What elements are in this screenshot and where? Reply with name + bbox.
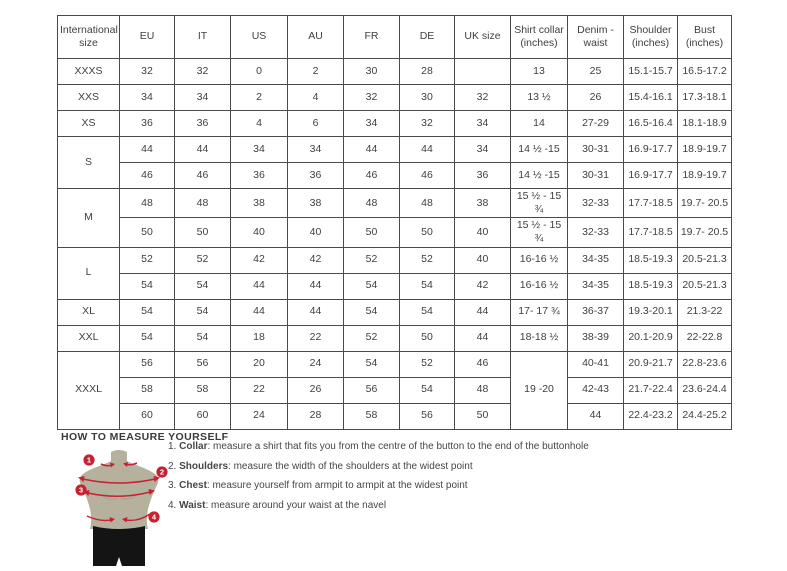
column-header: Shoulder (inches) [624, 16, 678, 59]
table-cell: 46 [120, 163, 175, 189]
table-cell: 22.4-23.2 [624, 403, 678, 429]
size-table-body [58, 59, 732, 430]
table-cell: 58 [120, 377, 175, 403]
table-cell: 19.3-20.1 [624, 299, 678, 325]
table-cell: 46 [344, 163, 400, 189]
table-cell: 34 [231, 137, 288, 163]
table-cell: 17.3-18.1 [678, 85, 732, 111]
table-cell: 50 [175, 218, 231, 247]
table-cell: 58 [175, 377, 231, 403]
table-cell: 40 [288, 218, 344, 247]
table-cell: 14 ½ -15 [511, 163, 568, 189]
table-cell: 18.5-19.3 [624, 247, 678, 273]
table-cell: XS [58, 111, 120, 137]
table-cell: 36 [231, 163, 288, 189]
table-cell: 32 [175, 59, 231, 85]
table-row [58, 273, 732, 299]
table-cell: 36 [288, 163, 344, 189]
table-cell: 48 [120, 189, 175, 218]
table-row [58, 247, 732, 273]
table-cell: 50 [400, 218, 455, 247]
table-cell: 18.9-19.7 [678, 137, 732, 163]
table-row [58, 85, 732, 111]
table-cell: 26 [568, 85, 624, 111]
instruction-term: Chest [179, 480, 207, 491]
table-cell: L [58, 247, 120, 299]
table-cell: 16.9-17.7 [624, 137, 678, 163]
table-cell: 32-33 [568, 218, 624, 247]
table-cell: 52 [120, 247, 175, 273]
neck-shape [111, 450, 127, 464]
instruction-shoulders [168, 461, 589, 473]
table-cell: 16-16 ½ [511, 247, 568, 273]
instruction-text: : measure a shirt that fits you from the centre of the button to the end of the buttonhole [207, 441, 589, 452]
table-cell: 26 [288, 377, 344, 403]
table-row [58, 403, 732, 429]
table-cell: 36 [120, 111, 175, 137]
table-cell: 13 [511, 59, 568, 85]
table-cell: 44 [455, 299, 511, 325]
table-cell: 13 ½ [511, 85, 568, 111]
table-cell: 17- 17 ¾ [511, 299, 568, 325]
table-cell: 44 [288, 273, 344, 299]
table-row [58, 299, 732, 325]
table-cell: 27-29 [568, 111, 624, 137]
table-cell: 16.5-17.2 [678, 59, 732, 85]
svg-text:4: 4 [151, 512, 157, 522]
table-cell: 18.1-18.9 [678, 111, 732, 137]
table-cell: 54 [175, 299, 231, 325]
table-cell: 19 -20 [511, 351, 568, 429]
column-header: Shirt collar (inches) [511, 16, 568, 59]
marker-2-badge [156, 466, 167, 477]
table-cell: 34 [344, 111, 400, 137]
table-cell: XXXS [58, 59, 120, 85]
marker-4-badge [148, 511, 159, 522]
table-cell: 44 [231, 273, 288, 299]
table-cell: 16.9-17.7 [624, 163, 678, 189]
table-cell: 20.5-21.3 [678, 273, 732, 299]
column-header: FR [344, 16, 400, 59]
table-cell: 52 [400, 351, 455, 377]
marker-1-badge [83, 454, 94, 465]
instruction-text: : measure yourself from armpit to armpit at the widest point [206, 480, 468, 491]
table-cell: 60 [120, 403, 175, 429]
table-cell: 50 [344, 218, 400, 247]
table-cell: XL [58, 299, 120, 325]
measure-section-title: HOW TO MEASURE YOURSELF [61, 431, 229, 443]
table-cell: 44 [175, 137, 231, 163]
table-cell: 28 [400, 59, 455, 85]
table-cell: 44 [344, 137, 400, 163]
table-cell: 21.7-22.4 [624, 377, 678, 403]
table-cell: 32 [400, 111, 455, 137]
size-table [57, 15, 732, 430]
table-cell: 42 [455, 273, 511, 299]
table-cell: 38-39 [568, 325, 624, 351]
instruction-waist [168, 500, 589, 512]
table-cell: 20.1-20.9 [624, 325, 678, 351]
table-cell: 54 [120, 325, 175, 351]
table-cell: 54 [120, 273, 175, 299]
mannequin-figure [70, 449, 180, 566]
column-header: Bust (inches) [678, 16, 732, 59]
table-cell: XXXL [58, 351, 120, 429]
table-cell: 56 [175, 351, 231, 377]
table-cell: 36 [455, 163, 511, 189]
table-cell: 56 [400, 403, 455, 429]
table-cell: 44 [455, 325, 511, 351]
table-cell: 44 [400, 137, 455, 163]
column-header: Denim - waist [568, 16, 624, 59]
table-cell: 22-22.8 [678, 325, 732, 351]
table-cell: 20.5-21.3 [678, 247, 732, 273]
column-header: AU [288, 16, 344, 59]
table-cell: 40 [455, 218, 511, 247]
table-cell: 34 [288, 137, 344, 163]
shorts-shape [93, 526, 145, 566]
table-cell: 16.5-16.4 [624, 111, 678, 137]
table-cell: 25 [568, 59, 624, 85]
table-cell: 15.4-16.1 [624, 85, 678, 111]
table-cell: 24.4-25.2 [678, 403, 732, 429]
table-cell: 42 [288, 247, 344, 273]
table-cell: 48 [175, 189, 231, 218]
table-cell: 32-33 [568, 189, 624, 218]
table-cell: 56 [120, 351, 175, 377]
table-cell: 54 [400, 377, 455, 403]
column-header: International size [58, 16, 120, 59]
column-header: EU [120, 16, 175, 59]
table-cell: 42-43 [568, 377, 624, 403]
instruction-term: Collar [179, 441, 208, 452]
table-cell: 46 [400, 163, 455, 189]
table-cell: 60 [175, 403, 231, 429]
table-cell: 22 [231, 377, 288, 403]
table-cell: XXL [58, 325, 120, 351]
instruction-number: 1. [168, 441, 180, 452]
table-cell: 19.7- 20.5 [678, 189, 732, 218]
column-header: IT [175, 16, 231, 59]
table-cell: 50 [120, 218, 175, 247]
table-cell: 54 [344, 299, 400, 325]
table-cell: 34-35 [568, 273, 624, 299]
table-cell: 4 [288, 85, 344, 111]
table-cell: 52 [344, 325, 400, 351]
table-cell: 54 [400, 299, 455, 325]
table-cell: 32 [120, 59, 175, 85]
table-row [58, 377, 732, 403]
table-cell: 34 [455, 137, 511, 163]
table-cell: 34 [120, 85, 175, 111]
table-cell: 18-18 ½ [511, 325, 568, 351]
table-cell: 18.9-19.7 [678, 163, 732, 189]
table-cell: XXS [58, 85, 120, 111]
table-cell: 52 [344, 247, 400, 273]
table-cell: 34 [455, 111, 511, 137]
table-cell: 44 [231, 299, 288, 325]
table-cell: 54 [400, 273, 455, 299]
table-cell: 46 [175, 163, 231, 189]
table-cell: 54 [175, 325, 231, 351]
table-cell: 54 [344, 351, 400, 377]
table-cell: 44 [568, 403, 624, 429]
table-cell: 48 [455, 377, 511, 403]
table-cell: 6 [288, 111, 344, 137]
column-header: DE [400, 16, 455, 59]
table-cell: 24 [231, 403, 288, 429]
table-cell: 44 [288, 299, 344, 325]
table-cell: 22.8-23.6 [678, 351, 732, 377]
table-cell: 0 [231, 59, 288, 85]
svg-text:3: 3 [78, 485, 84, 495]
table-cell: 17.7-18.5 [624, 189, 678, 218]
column-header: UK size [455, 16, 511, 59]
table-cell: 38 [288, 189, 344, 218]
table-cell: 20.9-21.7 [624, 351, 678, 377]
table-cell: 38 [455, 189, 511, 218]
table-cell: 16-16 ½ [511, 273, 568, 299]
table-cell: 20 [231, 351, 288, 377]
table-cell: 28 [288, 403, 344, 429]
table-cell: 54 [175, 273, 231, 299]
table-row [58, 111, 732, 137]
table-row [58, 59, 732, 85]
instruction-number: 4. [168, 499, 180, 511]
table-cell: 36-37 [568, 299, 624, 325]
table-cell: 38 [231, 189, 288, 218]
table-cell: 30 [400, 85, 455, 111]
svg-text:2: 2 [159, 467, 165, 477]
table-cell: 17.7-18.5 [624, 218, 678, 247]
table-cell [455, 59, 511, 85]
instruction-text: : measure the width of the shoulders at the widest point [228, 460, 473, 472]
table-cell: 40 [231, 218, 288, 247]
table-cell: 50 [455, 403, 511, 429]
instruction-number: 3. [168, 480, 180, 491]
table-cell: 40-41 [568, 351, 624, 377]
table-row [58, 218, 732, 247]
svg-text:1: 1 [86, 455, 92, 465]
table-cell: 52 [175, 247, 231, 273]
table-cell: 23.6-24.4 [678, 377, 732, 403]
table-cell: M [58, 189, 120, 248]
torso-shape [80, 461, 159, 529]
instruction-collar [168, 441, 589, 453]
table-cell: 30-31 [568, 137, 624, 163]
table-cell: 50 [400, 325, 455, 351]
table-cell: 34-35 [568, 247, 624, 273]
table-cell: 34 [175, 85, 231, 111]
instruction-term: Shoulders [179, 460, 229, 472]
table-cell: 30 [344, 59, 400, 85]
table-cell: 42 [231, 247, 288, 273]
table-cell: 15.1-15.7 [624, 59, 678, 85]
table-row [58, 351, 732, 377]
table-cell: 56 [344, 377, 400, 403]
instruction-term: Waist [179, 499, 206, 511]
table-cell: 44 [120, 137, 175, 163]
table-cell: 48 [400, 189, 455, 218]
column-header: US [231, 16, 288, 59]
table-cell: 32 [344, 85, 400, 111]
size-table-header-row [58, 16, 732, 59]
table-cell: 54 [120, 299, 175, 325]
instruction-text: : measure around your waist at the navel [205, 499, 387, 511]
table-cell: 2 [231, 85, 288, 111]
table-cell: 15 ½ - 15 ¾ [511, 189, 568, 218]
instruction-chest [168, 480, 589, 492]
table-cell: 15 ½ - 15 ¾ [511, 218, 568, 247]
table-cell: 19.7- 20.5 [678, 218, 732, 247]
measure-instructions [168, 441, 589, 519]
table-row [58, 325, 732, 351]
table-cell: 4 [231, 111, 288, 137]
table-cell: 32 [455, 85, 511, 111]
table-cell: 46 [455, 351, 511, 377]
table-cell: 14 ½ -15 [511, 137, 568, 163]
table-cell: 14 [511, 111, 568, 137]
table-cell: 18.5-19.3 [624, 273, 678, 299]
table-cell: S [58, 137, 120, 189]
table-cell: 40 [455, 247, 511, 273]
table-row [58, 163, 732, 189]
instruction-number: 2. [168, 460, 180, 472]
table-cell: 48 [344, 189, 400, 218]
table-cell: 22 [288, 325, 344, 351]
table-row [58, 189, 732, 218]
table-cell: 30-31 [568, 163, 624, 189]
table-cell: 54 [344, 273, 400, 299]
table-cell: 21.3-22 [678, 299, 732, 325]
table-cell: 58 [344, 403, 400, 429]
table-cell: 36 [175, 111, 231, 137]
table-row [58, 137, 732, 163]
table-cell: 2 [288, 59, 344, 85]
marker-3-badge [75, 484, 86, 495]
table-cell: 52 [400, 247, 455, 273]
table-cell: 24 [288, 351, 344, 377]
table-cell: 18 [231, 325, 288, 351]
